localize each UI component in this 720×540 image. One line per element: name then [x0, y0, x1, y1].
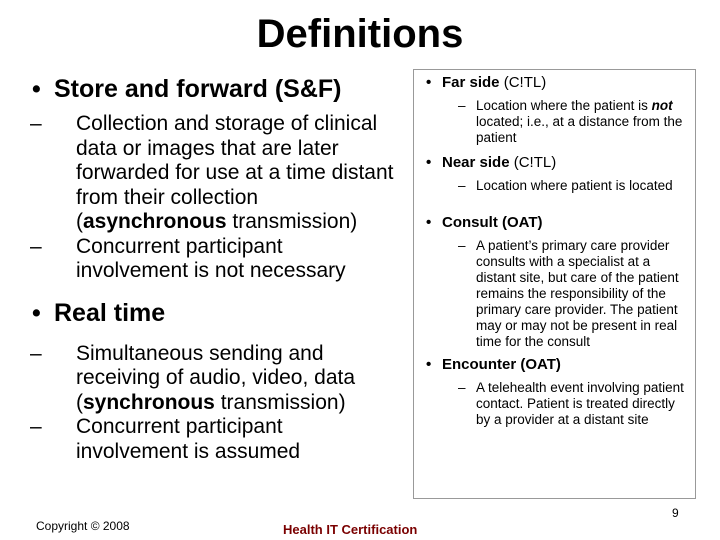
heading-consult: Consult — [442, 214, 498, 231]
dash-icon: – — [458, 238, 466, 253]
consult-tag: (OAT) — [497, 214, 543, 231]
dash-icon: – — [458, 380, 466, 395]
sub-bullet-sf-collection — [28, 112, 398, 235]
sub-bullet-rt-concurrent — [28, 415, 398, 464]
far-side-text: Location where the patient is — [476, 98, 652, 113]
sub-bullet-rt-simultaneous — [28, 342, 398, 416]
bullet-near-side — [426, 154, 691, 172]
dash-icon: – — [30, 415, 42, 438]
bullet-real-time — [28, 298, 398, 328]
bullet-store-and-forward — [28, 74, 398, 104]
dash-icon: – — [458, 178, 466, 193]
sf-concurrent-text: Concurrent participant involvement is not necessary — [76, 234, 346, 282]
heading-far-side: Far side — [442, 74, 500, 91]
page-number: 9 — [672, 506, 679, 520]
bullet-icon: • — [32, 75, 41, 103]
slide-title: Definitions — [256, 12, 464, 56]
sf-collection-text: Collection and storage of clinical data or images that are later forwarded for use at a time distant from their collection ( — [76, 112, 394, 233]
dash-icon: – — [30, 112, 42, 135]
far-side-text-end: located; i.e., at a distance from the patient — [476, 114, 683, 145]
sub-bullet-sf-concurrent — [28, 235, 398, 284]
heading-encounter: Encounter — [442, 356, 517, 373]
far-side-tag: (C!TL) — [499, 74, 547, 91]
bullet-consult — [426, 214, 691, 232]
bullet-icon: • — [426, 356, 432, 373]
rt-simultaneous-text: Simultaneous sending and receiving of audio, video, data ( — [76, 341, 356, 414]
encounter-tag: (OAT) — [516, 356, 561, 373]
bullet-icon: • — [426, 214, 432, 231]
sub-near-side — [426, 178, 691, 194]
rt-simultaneous-text-end: transmission) — [214, 390, 346, 414]
sub-consult — [426, 238, 691, 350]
bullet-icon: • — [426, 154, 432, 171]
bullet-far-side — [426, 74, 691, 92]
bullet-icon: • — [426, 74, 432, 91]
bullet-icon: • — [32, 298, 41, 327]
sub-encounter — [426, 380, 691, 428]
dash-icon: – — [30, 234, 42, 258]
footer-copyright: Copyright © 2008 — [36, 519, 130, 533]
bullet-encounter — [426, 356, 691, 374]
sf-asynchronous-term: asynchronous — [83, 210, 227, 233]
heading-store-and-forward: Store and forward (S&F) — [54, 75, 342, 103]
consult-text: A patient’s primary care provider consults with a specialist at a distant site, but care of the patient remains the responsibility of the primary care provider. The patient may or may not be present in real time for the consult — [476, 238, 679, 349]
encounter-text: A telehealth event involving patient contact. Patient is treated directly by a provider at a distant site — [476, 380, 684, 427]
left-column — [28, 74, 398, 464]
sub-far-side — [426, 98, 691, 146]
footer-center-title: Health IT Certification — [283, 522, 418, 537]
heading-near-side: Near side — [442, 154, 510, 171]
right-definitions-box — [413, 69, 696, 499]
sf-collection-text-end: transmission) — [226, 210, 358, 233]
dash-icon: – — [458, 98, 466, 113]
near-side-tag: (C!TL) — [509, 154, 557, 171]
rt-synchronous-term: synchronous — [83, 390, 215, 414]
heading-real-time: Real time — [54, 298, 166, 327]
rt-concurrent-text: Concurrent participant involvement is assumed — [76, 415, 301, 463]
near-side-text: Location where patient is located — [476, 178, 673, 193]
far-side-emphasis: not — [651, 98, 673, 113]
dash-icon: – — [30, 341, 42, 365]
